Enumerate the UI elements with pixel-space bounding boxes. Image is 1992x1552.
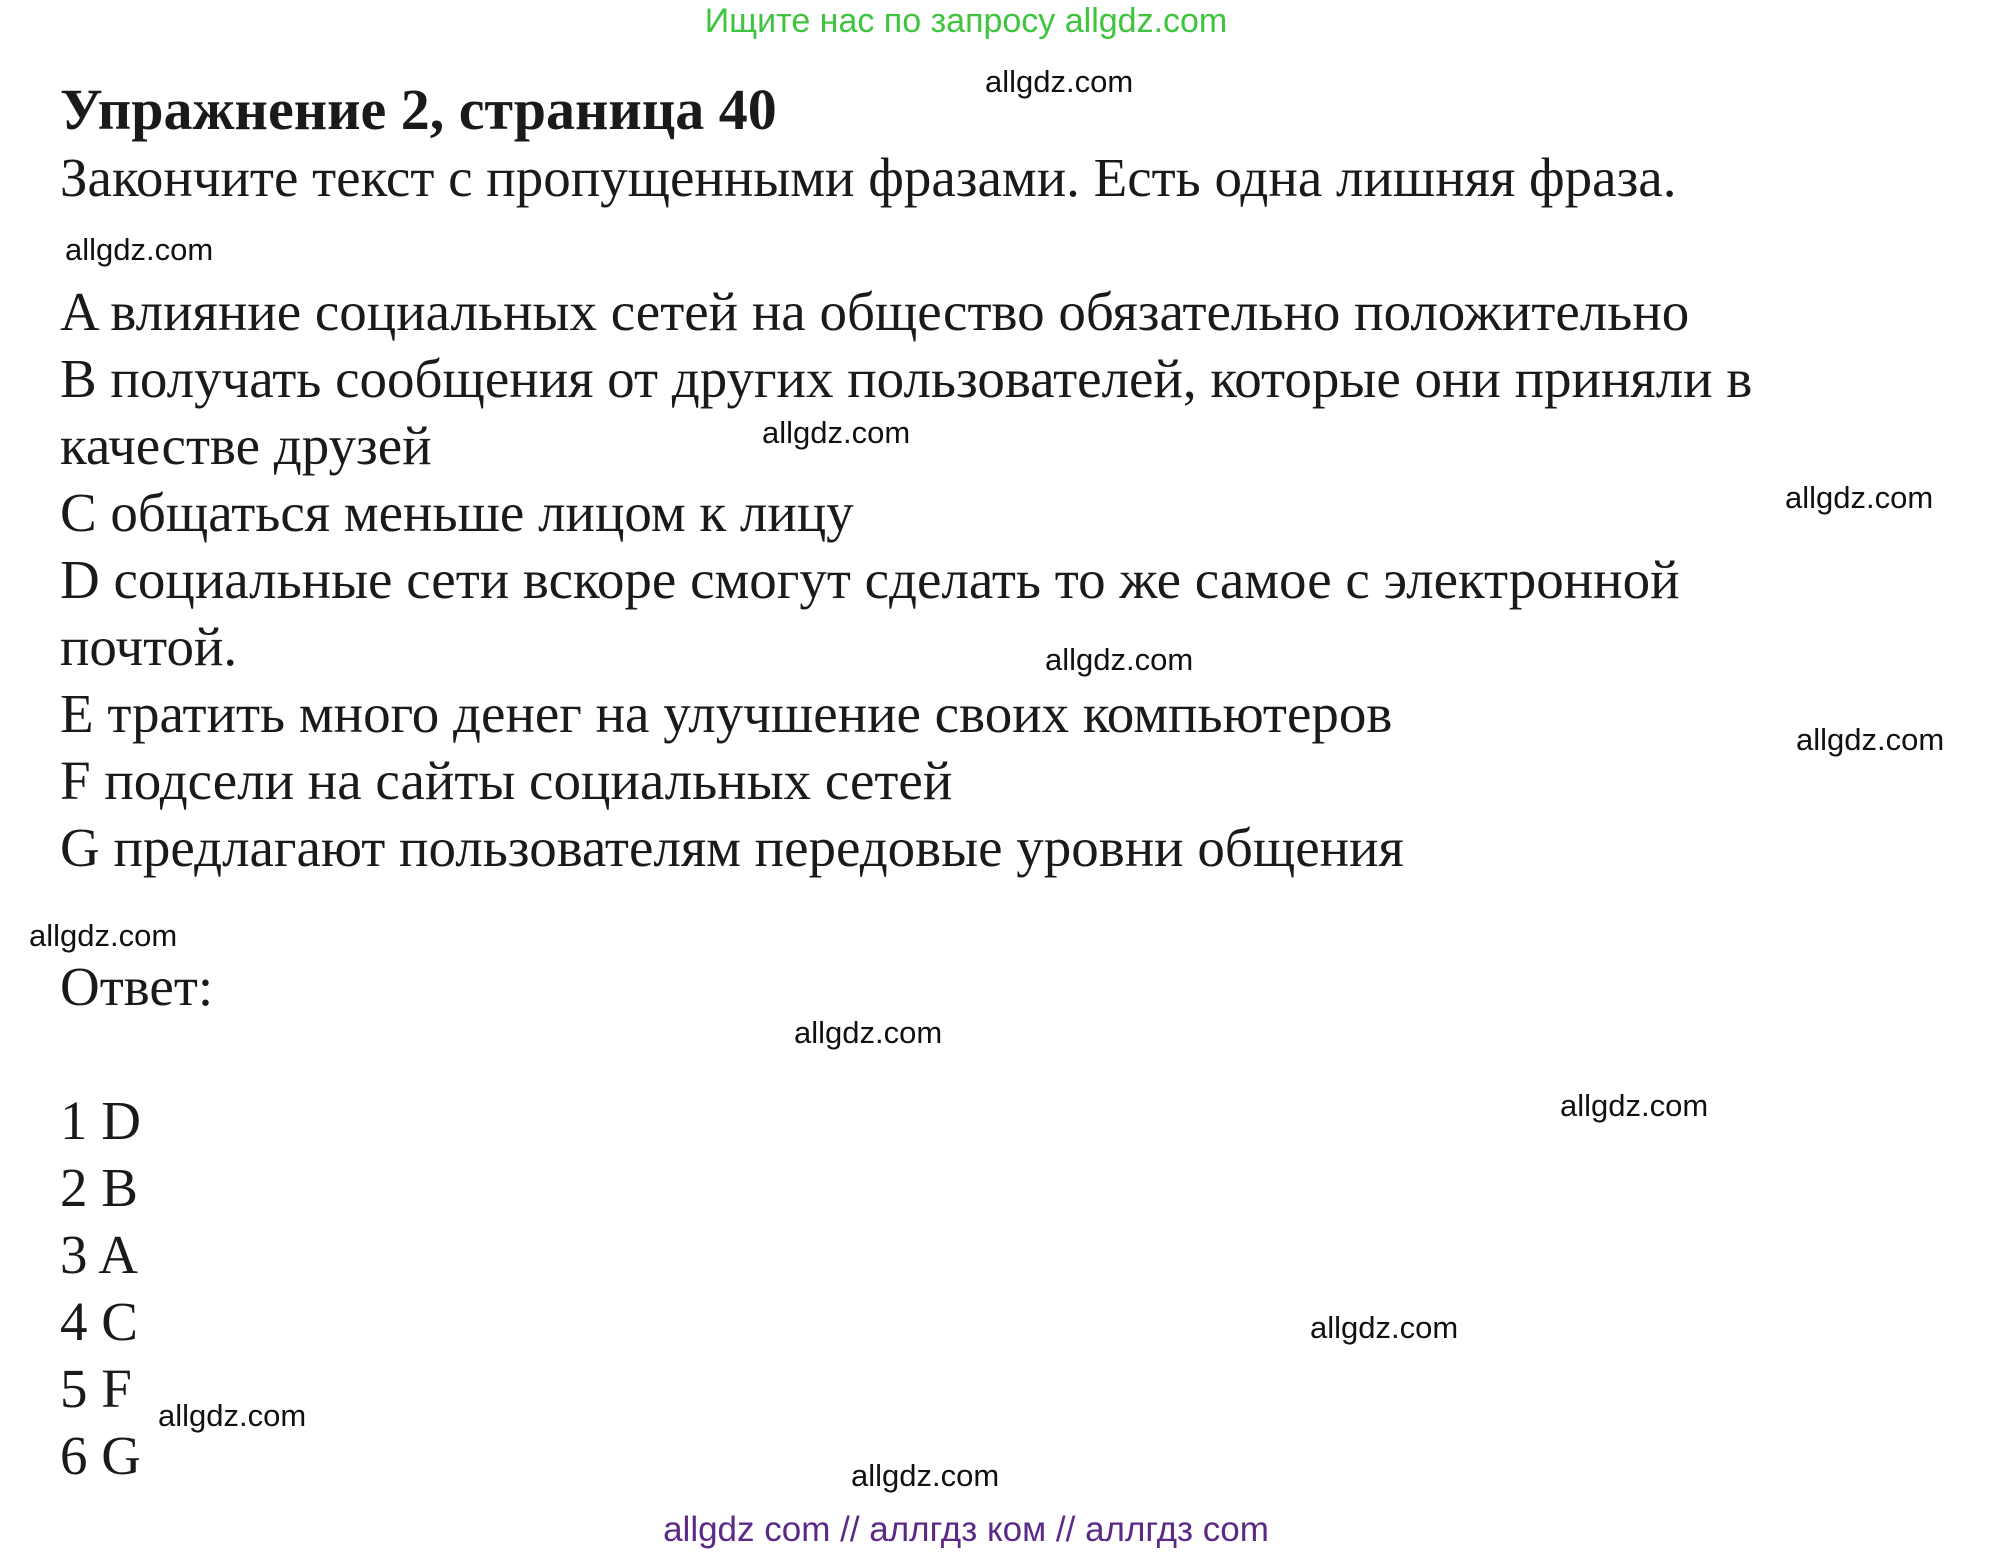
answer-2: 2 B (60, 1157, 138, 1218)
answer-1: 1 D (60, 1090, 141, 1151)
option-b: B получать сообщения от других пользователей, которые они приняли в (60, 348, 1753, 409)
answer-5: 5 F (60, 1358, 132, 1419)
option-g: G предлагают пользователям передовые уровни общения (60, 817, 1404, 878)
answer-6: 6 G (60, 1425, 141, 1486)
watermark: allgdz.com (1560, 1088, 1709, 1123)
watermark: allgdz.com (1310, 1310, 1459, 1345)
watermark: allgdz.com (762, 415, 911, 450)
watermark: allgdz.com (1045, 642, 1194, 677)
option-c: C общаться меньше лицом к лицу (60, 482, 854, 543)
footer-links: allgdz com // аллгдз ком // аллгдз com (663, 1510, 1269, 1549)
watermark: allgdz.com (794, 1015, 943, 1050)
watermark: allgdz.com (1796, 722, 1945, 757)
option-e: E тратить много денег на улучшение своих компьютеров (60, 683, 1393, 744)
exercise-instruction: Закончите текст с пропущенными фразами. Есть одна лишняя фраза. (60, 147, 1677, 208)
answer-4: 4 C (60, 1291, 138, 1352)
watermark: allgdz.com (985, 64, 1134, 99)
watermark: allgdz.com (29, 918, 178, 953)
answer-label: Ответ: (60, 956, 214, 1017)
option-b-continued: качестве друзей (60, 415, 432, 476)
answer-3: 3 A (60, 1224, 138, 1285)
exercise-content (60, 76, 1960, 1489)
watermark: allgdz.com (65, 232, 214, 267)
exercise-title: Упражнение 2, страница 40 (60, 77, 777, 142)
watermark: allgdz.com (1785, 480, 1934, 515)
option-f: F подсели на сайты социальных сетей (60, 750, 953, 811)
top-banner: Ищите нас по запросу allgdz.com (704, 2, 1228, 40)
options-list (60, 278, 1960, 881)
option-d: D социальные сети вскоре смогут сделать то же самое с электронной (60, 549, 1680, 610)
option-a: A влияние социальных сетей на общество обязательно положительно (60, 281, 1690, 342)
option-d-continued: почтой. (60, 616, 238, 677)
watermark: allgdz.com (851, 1458, 1000, 1493)
watermark: allgdz.com (158, 1398, 307, 1433)
answers-list (60, 1087, 1960, 1489)
